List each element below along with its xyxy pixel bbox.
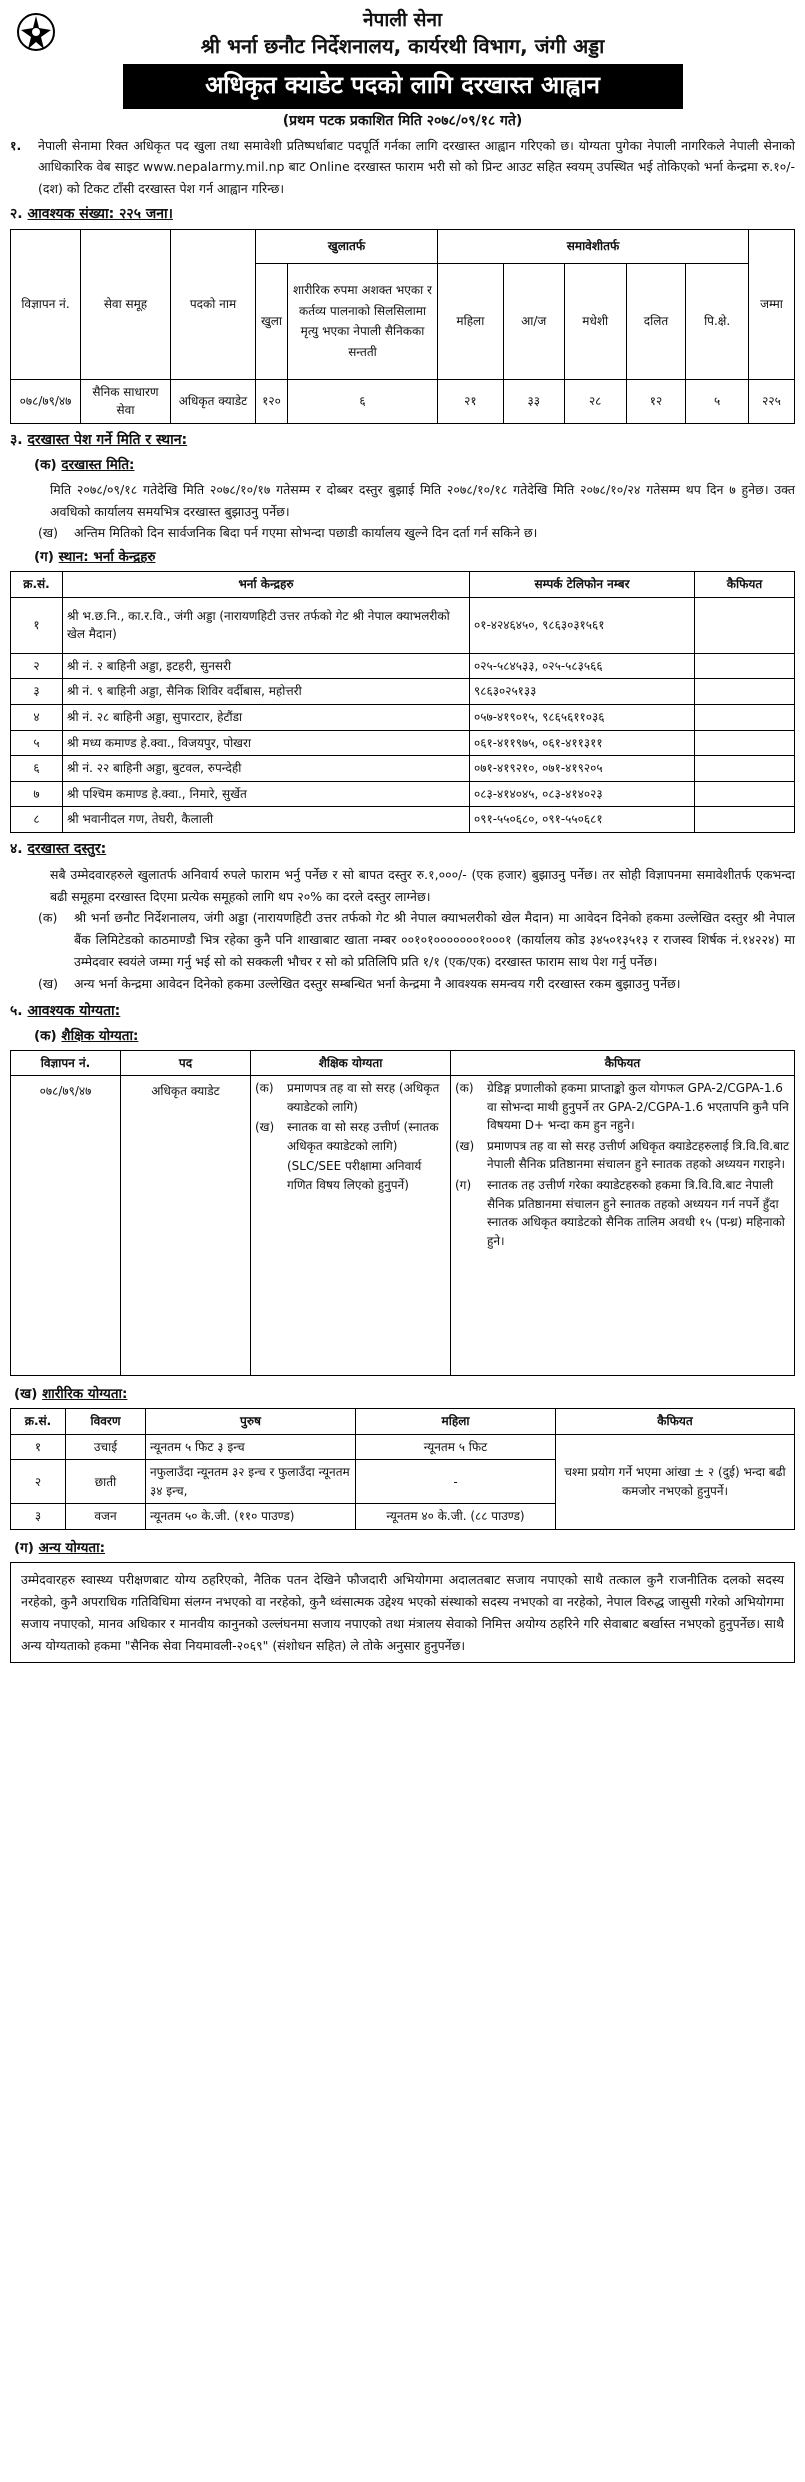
remarks-cell — [695, 705, 795, 731]
table-row — [11, 1076, 795, 1376]
item-text: प्रमाणपत्र तह वा सो सरह उत्तीर्ण अधिकृत क्याडेटहरुलाई त्रि.वि.वि.बाट नेपाली सैनिक प्रतिष्ठानमा संचालन हुने स्नातक तहको अध्ययन गराइने। — [487, 1138, 790, 1172]
header-cell: क्र.सं. — [11, 572, 63, 598]
table-header-row — [11, 572, 795, 598]
phone-cell: ९८६३०२५१३३ — [470, 679, 695, 705]
section-title: आवश्यक संख्या: २२५ जना। — [27, 206, 173, 223]
subsection-heading — [14, 1384, 795, 1405]
fee-note-kha — [10, 973, 795, 995]
section-number: ५. — [10, 1002, 23, 1019]
item-label: (ख) — [455, 1138, 475, 1153]
subsection-heading — [14, 1538, 795, 1559]
serial-cell: १ — [11, 597, 63, 653]
list-item — [455, 1137, 790, 1174]
cell: अधिकृत क्याडेट — [171, 379, 256, 423]
nepal-army-emblem-icon — [16, 10, 56, 56]
female-cell: - — [356, 1460, 556, 1504]
subsection-heading — [34, 455, 795, 476]
list-item — [455, 1176, 790, 1250]
education-cell — [251, 1076, 451, 1376]
item-text: प्रमाणपत्र तह वा सो सरह (अधिकृत क्याडेटको लागि) — [287, 1081, 440, 1114]
remarks-cell — [695, 730, 795, 756]
application-date-text: मिति २०७८/०९/१८ गतेदेखि मिति २०७८/१०/१७ गतेसम्म र दोब्बर दस्तुर बुझाई मिति २०७८/१०/१८ गतेदेखि मिति २०७८/१०/२४ गतेसम्म थप दिन ७ हुनेछ। उक्त अवधिको कार्यालय समयभित्र दरखास्त बुझाउनु पर्नेछ। — [50, 481, 795, 519]
section-5-heading — [10, 1001, 795, 1023]
section-number: ३. — [10, 432, 23, 449]
header-cell: महिला — [356, 1409, 556, 1435]
serial-cell: २ — [11, 653, 63, 679]
center-cell: श्री भवानीदल गण, तेघरी, कैलाली — [63, 807, 470, 833]
phone-cell: ०६१-४११९७५, ०६१-४११३११ — [470, 730, 695, 756]
table-row — [11, 597, 795, 653]
sub-label: (क) — [34, 1027, 57, 1044]
fee-note-ka — [10, 907, 795, 973]
section-number: ४. — [10, 840, 23, 857]
cell: २२५ — [749, 379, 795, 423]
serial-cell: ८ — [11, 807, 63, 833]
header-cell: सेवा समूह — [81, 229, 171, 379]
physical-table — [10, 1408, 795, 1530]
male-cell: न्यूनतम ५० के.जी. (११० पाउण्ड) — [146, 1504, 356, 1530]
phone-cell: ०७१-४१९२१०, ०७१-४१९२०५ — [470, 756, 695, 782]
section-number: १. — [10, 137, 22, 153]
header-cell: कैफियत — [556, 1409, 795, 1435]
phone-cell: ०८३-४१४०४५, ०८३-४१४०२३ — [470, 781, 695, 807]
phone-cell: ०२५-५८४५३३, ०२५-५८३५६६ — [470, 653, 695, 679]
remarks-cell — [695, 756, 795, 782]
cell: ३३ — [503, 379, 564, 423]
item-text: (SLC/SEE परीक्षामा अनिवार्य गणित विषय लिएको हुनुपर्ने) — [287, 1159, 422, 1193]
remarks-cell — [695, 653, 795, 679]
section-4-heading — [10, 839, 795, 861]
item-text: ग्रेडिङ्ग प्रणालीको हकमा प्राप्ताङ्को कुल योगफल GPA-2/CGPA-1.6 वा सोभन्दा माथी हुनुपर्ने तर GPA-2/CGPA-1.6 भएतापनि कुनै पनि विषयमा D+ भन्दा कम हुन नहुने। — [487, 1081, 789, 1133]
notice-title: अधिकृत क्याडेट पदको लागि दरखास्त आह्वान — [123, 64, 683, 109]
cell: २१ — [438, 379, 504, 423]
cell: अधिकृत क्याडेट — [121, 1076, 251, 1376]
table-row — [11, 1434, 795, 1460]
header-cell: भर्ना केन्द्रहरु — [63, 572, 470, 598]
sub-label: (क) — [34, 456, 57, 473]
center-cell: श्री नं. २२ बाहिनी अड्डा, बुटवल, रुपन्देही — [63, 756, 470, 782]
section-2-heading — [10, 204, 795, 226]
section-number: २. — [10, 206, 23, 223]
center-cell: श्री मध्य कमाण्ड हे.क्वा., विजयपुर, पोखरा — [63, 730, 470, 756]
table-row — [11, 781, 795, 807]
desc-cell: उचाई — [66, 1434, 146, 1460]
header-cell: विज्ञापन नं. — [11, 1050, 121, 1076]
other-qualification-text: उम्मेदवारहरु स्वास्थ्य परीक्षणबाट योग्य ठहरिएको, नैतिक पतन देखिने फौजदारी अभियोगमा अदालतबाट सजाय नपाएको साथै तत्काल कुनै राजनीतिक दलको सदस्य नरहेको, कुनै अपराधिक गतिविधिमा संलग्न नभएको वा नरहेको, कुनै ध्वंसात्मक उद्देश्य भएको संस्थाको सदस्य नभएको वा नरहेको, नेपाल विरुद्ध जासुसी गरेको अभियोगमा सजाय नपाएको, मानव अधिकार र मानवीय कानुनको उल्लंघनमा सजाय नपाएको तथा मंत्रालय सेवाको निमित्त अयोग्य ठहरिने गरि सेवाबाट बर्खास्त नभएको हुनुपर्नेछ। साथै अन्य योग्यताको हकमा "सैनिक सेवा नियमावली-२०६९" (संशोधन सहित) ले तोके अनुसार हुनुपर्नेछ। — [10, 1562, 795, 1664]
sn-cell: ३ — [11, 1504, 66, 1530]
remarks-cell — [695, 597, 795, 653]
header-cell: खुलातर्फ — [256, 229, 438, 263]
sub-title: शैक्षिक योग्यता: — [61, 1027, 139, 1044]
note-text: अन्य भर्ना केन्द्रमा आवेदन दिनेको हकमा उल्लेखित दस्तुर सम्बन्धित भर्ना केन्द्रमा नै आवश्यक समन्वय गरी दरखास्त रकम बुझाउनु पर्नेछ। — [74, 976, 681, 992]
sn-cell: २ — [11, 1460, 66, 1504]
header-cell: आ/ज — [503, 263, 564, 379]
female-cell: न्यूनतम ५ फिट — [356, 1434, 556, 1460]
sub-label: (क) — [38, 910, 58, 926]
sub-label: (ख) — [14, 1386, 38, 1403]
holiday-note — [10, 522, 795, 544]
remarks-cell — [695, 781, 795, 807]
header-cell: विवरण — [66, 1409, 146, 1435]
subsection-heading — [34, 1026, 795, 1047]
header — [10, 6, 795, 133]
remarks-cell: चश्मा प्रयोग गर्ने भएमा आंखा ± २ (दुई) भन्दा बढी कमजोर नभएको हुनुपर्ने। — [556, 1434, 795, 1529]
cell: ०७८/७९/४७ — [11, 379, 81, 423]
item-label: (क) — [255, 1081, 274, 1096]
male-cell: न्यूनतम ५ फिट ३ इन्च — [146, 1434, 356, 1460]
subsection-heading — [34, 547, 795, 568]
table-header-row — [11, 229, 795, 263]
sub-title: शारीरिक योग्यता: — [42, 1386, 128, 1403]
intro-section — [10, 135, 795, 201]
table-row — [11, 379, 795, 423]
serial-cell: ६ — [11, 756, 63, 782]
header-cell: पि.क्षे. — [686, 263, 749, 379]
header-cell: शैक्षिक योग्यता — [251, 1050, 451, 1076]
center-cell: श्री नं. ९ बाहिनी अड्डा, सैनिक शिविर वर्दीबास, महोत्तरी — [63, 679, 470, 705]
intro-text: नेपाली सेनामा रिक्त अधिकृत पद खुला तथा समावेशी प्रतिष्पर्धाबाट पदपूर्ति गर्नका लागि दरखास्त आह्वान गरिएको छ। योग्यता पुगेका नेपाली नागरिकले नेपाली सेनाको आधिकारिक वेब साइट www.nepalarmy.mil.np बाट Online दरखास्त फाराम भरी सो को प्रिन्ट आउट सहित स्वयम् उपस्थित भई तोकिएको भर्ना केन्द्रमा रु.१०/- (दश) को टिकट टाँसी दरखास्त पेश गर्न आह्वान गरिन्छ। — [38, 137, 795, 197]
cell: ६ — [288, 379, 438, 423]
remarks-cell — [451, 1076, 795, 1376]
table-row — [11, 705, 795, 731]
phone-cell: ०९१-५५०६८०, ०९१-५५०६८१ — [470, 807, 695, 833]
desc-cell: वजन — [66, 1504, 146, 1530]
cell: १२ — [626, 379, 686, 423]
sub-label: (ख) — [38, 525, 58, 541]
remarks-cell — [695, 807, 795, 833]
header-cell: समावेशीतर्फ — [438, 229, 749, 263]
header-cell: पुरुष — [146, 1409, 356, 1435]
section-3-heading — [10, 430, 795, 452]
header-cell: विज्ञापन नं. — [11, 229, 81, 379]
table-header-row — [11, 1050, 795, 1076]
center-cell: श्री नं. २ बाहिनी अड्डा, इटहरी, सुनसरी — [63, 653, 470, 679]
table-header-row — [11, 1409, 795, 1435]
table-row — [11, 756, 795, 782]
item-text: स्नातक वा सो सरह उत्तीर्ण (स्नातक अधिकृत क्याडेटको लागि) — [287, 1120, 439, 1153]
sub-title: दरखास्त मिति: — [61, 456, 135, 473]
table-row — [11, 653, 795, 679]
header-cell: दलित — [626, 263, 686, 379]
department-name: श्री भर्ना छनौट निर्देशनालय, कार्यरथी विभाग, जंगी अड्डा — [200, 33, 605, 58]
sub-title: स्थान: भर्ना केन्द्रहरु — [58, 549, 156, 566]
center-cell: श्री पश्चिम कमाण्ड हे.क्वा., निमारे, सुर्खेत — [63, 781, 470, 807]
section-title: दरखास्त पेश गर्ने मिति र स्थान: — [27, 432, 188, 449]
publish-date: (प्रथम पटक प्रकाशित मिति २०७८/०९/१८ गते) — [282, 112, 523, 129]
section-title: दरखास्त दस्तुर: — [27, 840, 107, 857]
table-row — [11, 679, 795, 705]
org-name: नेपाली सेना — [363, 9, 442, 31]
header-cell: मधेशी — [564, 263, 626, 379]
section-title: आवश्यक योग्यता: — [27, 1002, 121, 1019]
phone-cell: ०१-४२४६४५०, ९८६३०३१५६१ — [470, 597, 695, 653]
item-text: स्नातक तह उत्तीर्ण गरेका क्याडेटहरुको हकमा त्रि.वि.वि.बाट नेपाली सैनिक प्रतिष्ठानमा संचालन हुने स्नातक तहको अध्ययन गर्न नपर्ने हुँदा स्नातक अधिकृत क्याडेटको सैनिक तालिम अवधी १५ (पन्ध्र) महिनाको हुने। — [487, 1178, 785, 1248]
header-cell: खुला — [256, 263, 288, 379]
item-label — [255, 1157, 283, 1194]
cell: १२० — [256, 379, 288, 423]
item-label: (ख) — [255, 1120, 275, 1135]
cell: ०७८/७९/४७ — [11, 1076, 121, 1376]
table-row — [11, 730, 795, 756]
sub-title: अन्य योग्यता: — [38, 1540, 106, 1556]
list-item — [255, 1118, 446, 1155]
header-cell: सम्पर्क टेलिफोन नम्बर — [470, 572, 695, 598]
cell: सैनिक साधारण सेवा — [81, 379, 171, 423]
remarks-cell — [695, 679, 795, 705]
item-label: (क) — [455, 1081, 474, 1096]
male-cell: नफुलाउँदा न्यूनतम ३२ इन्च र फुलाउँदा न्यूनतम ३४ इन्च, — [146, 1460, 356, 1504]
cell: ५ — [686, 379, 749, 423]
center-cell: श्री भ.छ.नि., का.र.वि., जंगी अड्डा (नारायणहिटी उत्तर तर्फको गेट श्री नेपाल क्याभलरीको खेल मैदान) — [63, 597, 470, 653]
sub-label: (ग) — [14, 1540, 34, 1556]
fee-text: सबै उम्मेदवारहरुले खुलातर्फ अनिवार्य रुपले फाराम भर्नु पर्नेछ र सो बापत दस्तुर रु.१,०००/- (एक हजार) बुझाउनु पर्नेछ। तर सोही विज्ञापनमा समावेशीतर्फ एकभन्दा बढी समूहमा दरखास्त दिएमा प्रत्येक समूहको लागि थप २०% का दरले दस्तुर लाग्नेछ। — [50, 866, 795, 904]
cell: २८ — [564, 379, 626, 423]
header-cell: शारीरिक रुपमा अशक्त भएका र कर्तव्य पालनाको सिलसिलामा मृत्यु भएका नेपाली सैनिकका सन्तती — [288, 263, 438, 379]
list-item — [255, 1157, 446, 1194]
sub-label: (ग) — [34, 549, 54, 566]
female-cell: न्यूनतम ४० के.जी. (८८ पाउण्ड) — [356, 1504, 556, 1530]
note-text: श्री भर्ना छनौट निर्देशनालय, जंगी अड्डा (नारायणहिटी उत्तर तर्फको गेट श्री नेपाल क्याभलरीको खेल मैदान) मा आवेदन दिनेको हकमा उल्लेखित दस्तुर श्री नेपाल बैंक लिमिटेडको काठमाण्डौ भित्र रहेका कुनै पनि शाखाबाट खाता नम्बर ००१०१०००००००१०००१ (कार्यालय कोड ३४५०१३५१३ र राजस्व शिर्षक नं.१४२२४) मा उम्मेदवार स्वयंले जम्मा गर्नु भई सो को सक्कली भौचर र सो को प्रतिलिपि प्रति १/१ (एक/एक) दरखास्त फाराम साथ पेश गर्नु पर्नेछ। — [74, 910, 795, 970]
list-item — [255, 1079, 446, 1116]
header-cell: पदको नाम — [171, 229, 256, 379]
header-cell: जम्मा — [749, 229, 795, 379]
serial-cell: ५ — [11, 730, 63, 756]
header-cell: महिला — [438, 263, 504, 379]
header-cell: क्र.सं. — [11, 1409, 66, 1435]
serial-cell: ४ — [11, 705, 63, 731]
center-cell: श्री नं. २८ बाहिनी अड्डा, सुपारटार, हेटौंडा — [63, 705, 470, 731]
sub-label: (ख) — [38, 976, 58, 992]
centers-table — [10, 571, 795, 833]
vacancy-table — [10, 229, 795, 424]
sn-cell: १ — [11, 1434, 66, 1460]
table-row — [11, 807, 795, 833]
header-cell: कैफियत — [695, 572, 795, 598]
serial-cell: ७ — [11, 781, 63, 807]
header-cell: पद — [121, 1050, 251, 1076]
education-table — [10, 1050, 795, 1377]
phone-cell: ०५७-४१९०१५, ९८६५६११०३६ — [470, 705, 695, 731]
serial-cell: ३ — [11, 679, 63, 705]
item-label: (ग) — [455, 1178, 472, 1193]
desc-cell: छाती — [66, 1460, 146, 1504]
list-item — [455, 1079, 790, 1135]
note-text: अन्तिम मितिको दिन सार्वजनिक बिदा पर्न गएमा सोभन्दा पछाडी कार्यालय खुल्ने दिन दर्ता गर्न सकिने छ। — [74, 525, 538, 541]
header-cell: कैफियत — [451, 1050, 795, 1076]
